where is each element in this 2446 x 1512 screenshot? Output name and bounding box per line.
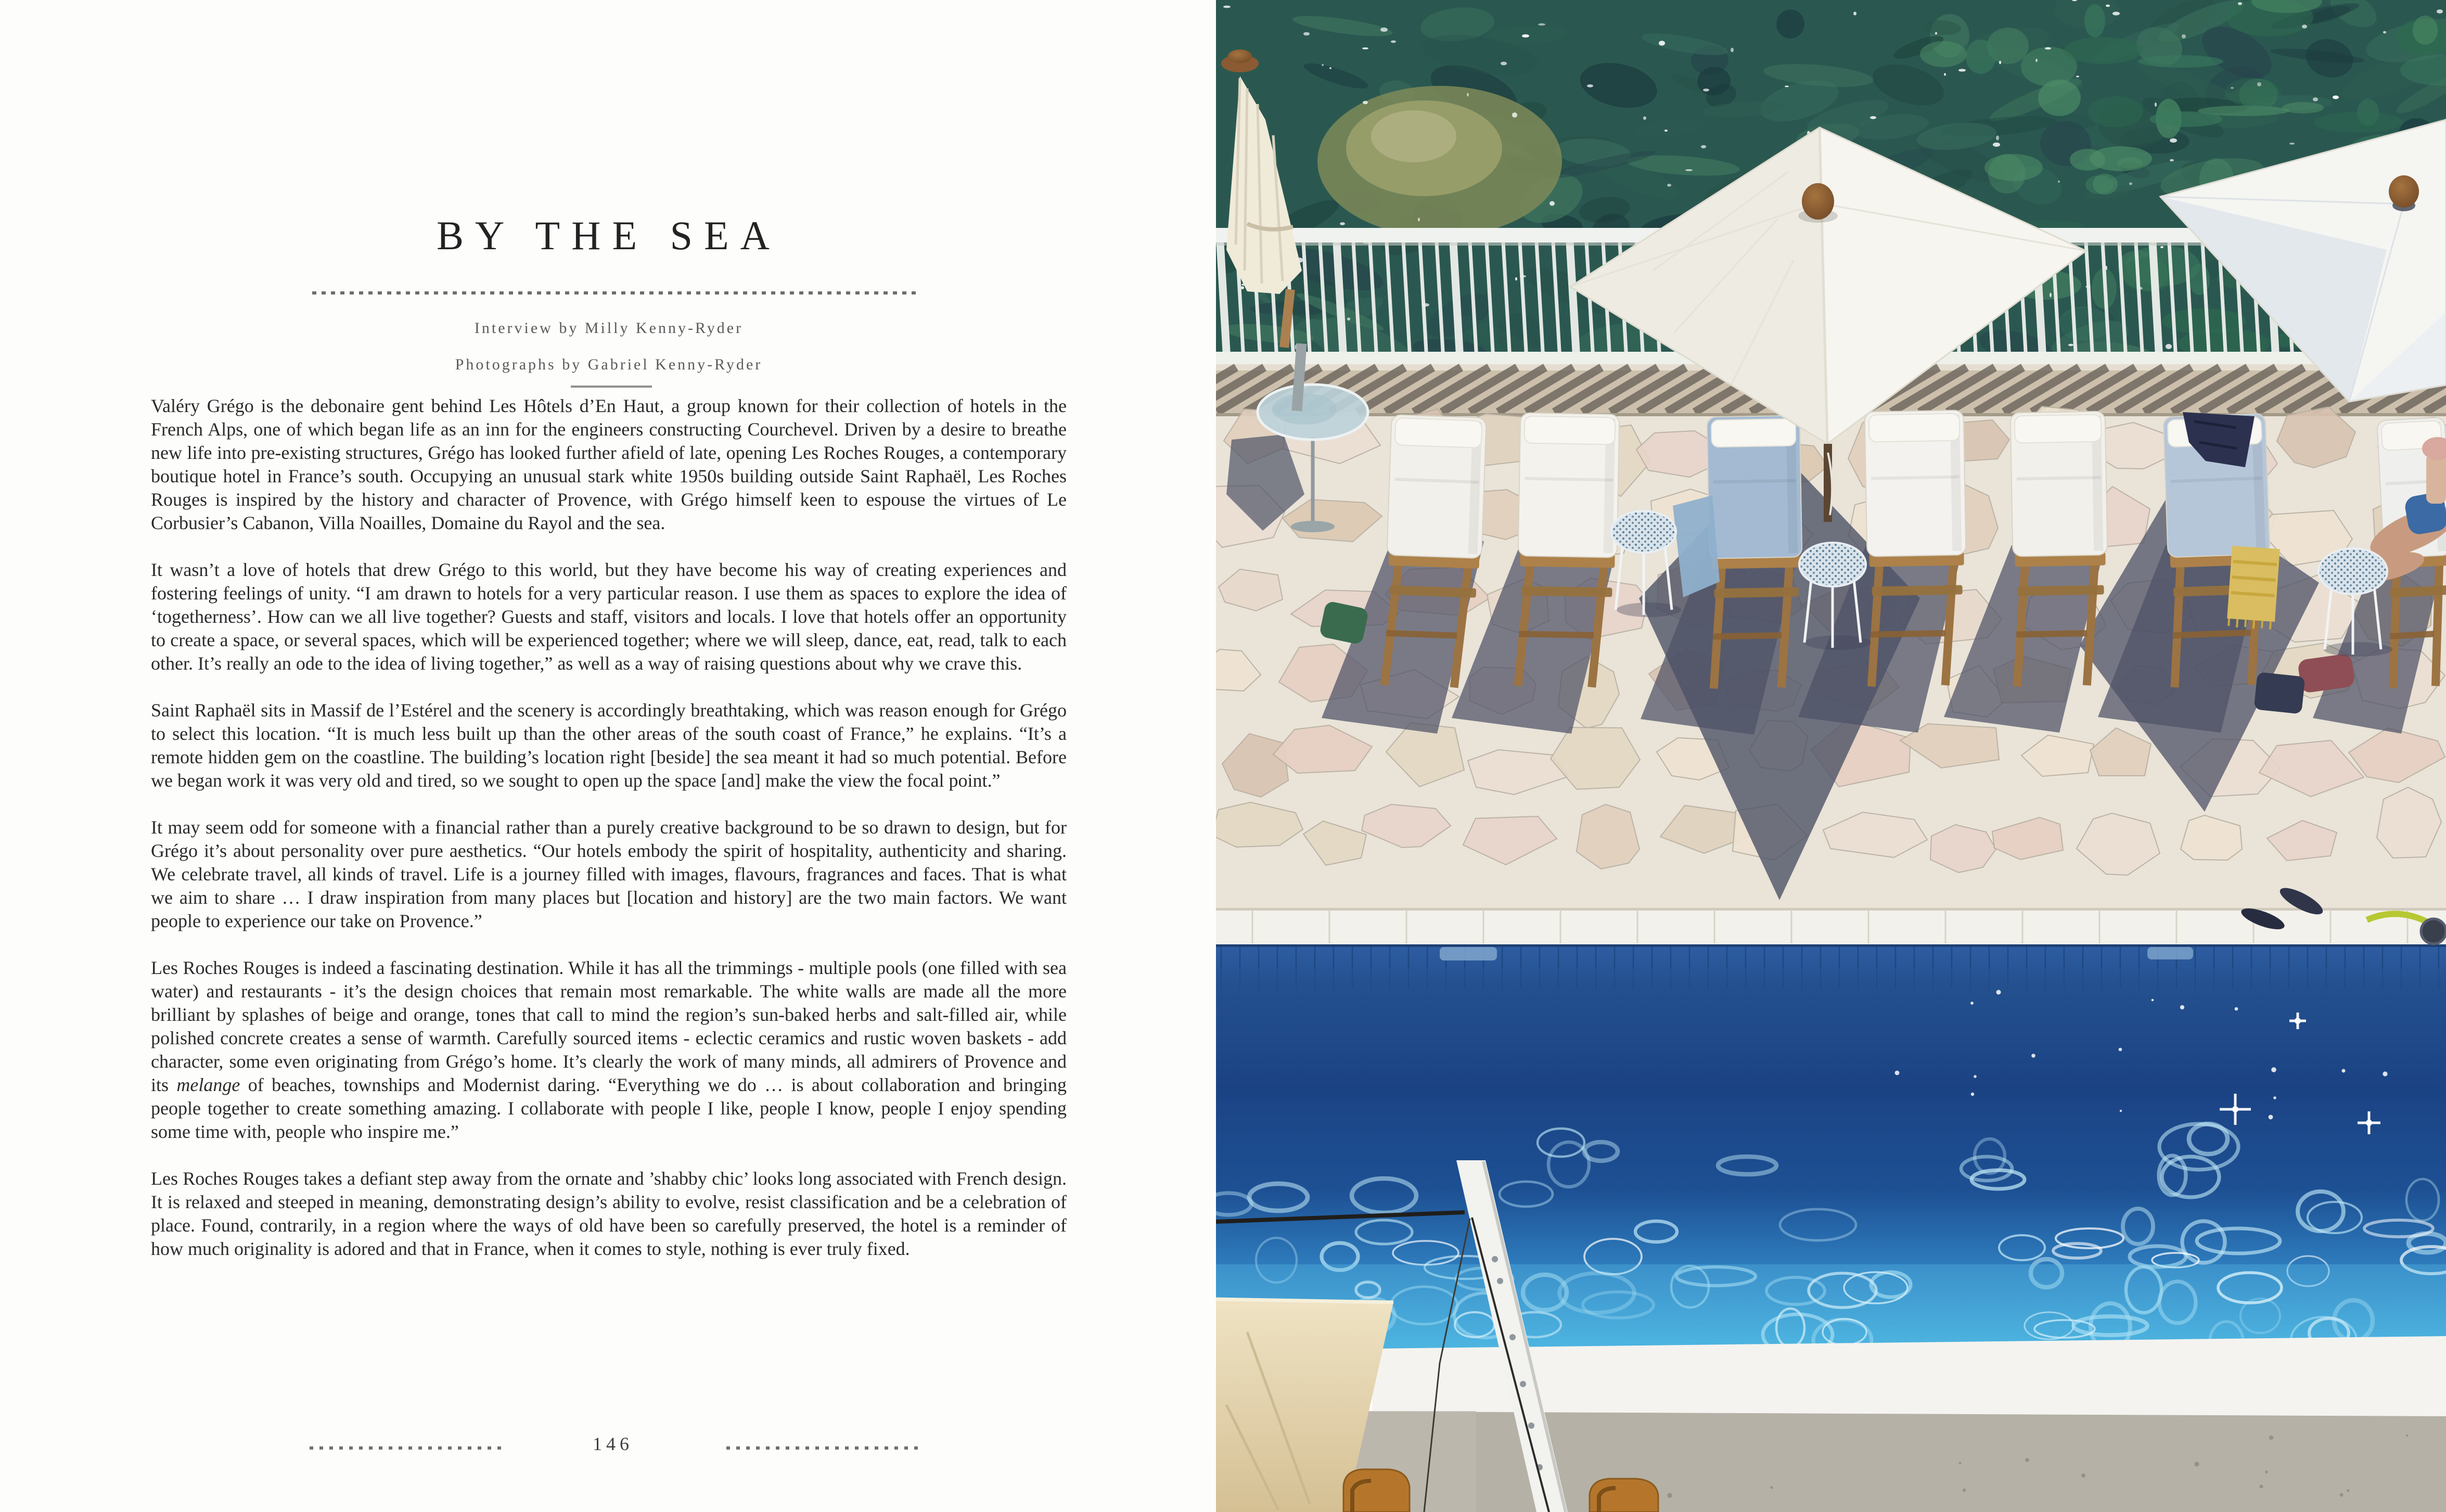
pool-skimmer bbox=[2147, 947, 2193, 959]
pool-skimmer bbox=[1440, 947, 1497, 960]
byline-photographs: Photographs by Gabriel Kenny-Ryder bbox=[455, 356, 763, 373]
byline-divider bbox=[571, 386, 652, 388]
footer-dash-right bbox=[726, 1446, 918, 1450]
lounger-pillow bbox=[2015, 415, 2102, 443]
body-paragraph: Les Roches Rouges is indeed a fascinating destination. While it has all the trimmings - multiple pools (one filled with sea water) and restaurants - it’s the design choices that remain most remarkable. The white walls are made all the more brilliant by splashes of beige and orange, tones that call to mind the region’s sun-baked herbs and salt-filled air, while polished concrete creates a sense of warmth. Carefully sourced items - eclectic ceramics and rustic woven baskets - add character, some even originating from Grégo’s home. It’s clearly the work of many minds, all admirers of Provence and its melange of beaches, townships and Modernist daring. “Everything we do … is about collaboration and bringing people together to create something amazing. I collaborate with people I like, people I know, people I enjoy spending some time with, people who inspire me.” bbox=[151, 957, 1067, 1142]
body-paragraph: It wasn’t a love of hotels that drew Grégo to this world, but they have become his way of creating experiences and fostering feelings of unity. “I am drawn to hotels for a very particular reason. I use them as spaces to explore the idea of ‘togetherness’. How can we all live together? Guests and staff, visitors and locals. I love that hotels offer an opportunity to create a space, or several spaces, which will be experienced together; where we will sleep, dance, eat, read, talk to each other. It’s really an ode to the idea of living together,” as well as a way of raising questions about why we crave this. bbox=[151, 559, 1067, 674]
body-paragraph: It may seem odd for someone with a financial rather than a purely creative background to be so drawn to design, but for Grégo it’s about personality over pure aesthetics. “Our hotels embody the spirit of hospitality, authenticity and sharing. We celebrate travel, all kinds of travel. Life is a journey filled with images, flavours, fragrances and faces. That is what we aim to share … I draw inspiration from many places but [location and history] are the two main factors. We want people to experience our take on Provence.” bbox=[151, 817, 1067, 931]
footer-dash-left bbox=[310, 1446, 501, 1450]
lounger-pillow bbox=[1869, 414, 1960, 442]
wood-finial bbox=[1802, 183, 1834, 220]
article-title: BY THE SEA bbox=[436, 213, 782, 258]
lounger-pillow bbox=[1524, 416, 1615, 445]
swimming-pool bbox=[1216, 908, 2446, 1363]
article-body bbox=[151, 394, 1067, 1284]
dive-mask bbox=[2421, 919, 2446, 944]
page-footer bbox=[0, 1433, 1216, 1471]
body-paragraph: Saint Raphaël sits in Massif de l’Estérel and the scenery is accordingly breathtaking, which was reason enough for Grégo to select this location. “It is much less built up than the other areas of the south coast of France,” he explains. “It’s a remote hidden gem on the coastline. The building’s location right [beside] the sea meant it had so much potential. Before we began work it was very old and tired, so we sought to open up the space [and] make the view the focal point.” bbox=[151, 700, 1067, 791]
article-page bbox=[0, 0, 1216, 1512]
photo-page bbox=[1216, 0, 2446, 1512]
title-divider bbox=[312, 291, 917, 294]
lounger-pillow bbox=[1395, 418, 1482, 448]
pool-deck-photograph bbox=[1216, 0, 2446, 1512]
body-paragraph: Les Roches Rouges takes a defiant step away from the ornate and ’shabby chic’ looks long associated with French design. It is relaxed and steeped in meaning, demonstrating design’s ability to evolve, resist classification and be a celebration of place. Found, contrarily, in a region where the ways of old have been so carefully preserved, the hotel is a reminder of how much originality is adored and that in France, when it comes to style, nothing is ever truly fixed. bbox=[151, 1168, 1067, 1259]
yellow-towel bbox=[2227, 546, 2280, 622]
italic-word: melange bbox=[176, 1074, 240, 1095]
body-paragraph: Valéry Grégo is the debonaire gent behind Les Hôtels d’En Haut, a group known for their collection of hotels in the French Alps, one of which began life as an inn for the engineers constructing Courchevel. Driven by a desire to breathe new life into pre-existing structures, Grégo has looked further afield of late, opening Les Roches Rouges, a contemporary boutique hotel in France’s south. Occupying an unusual stark white 1950s building outside Saint Raphaël, Les Roches Rouges is inspired by the history and character of Provence, with Grégo himself keen to espouse the virtues of Le Corbusier’s Cabanon, Villa Noailles, Domaine du Rayol and the sea. bbox=[151, 395, 1067, 533]
lounger-pillow bbox=[1711, 419, 1796, 447]
wood-finial bbox=[2389, 175, 2419, 208]
pool-near-edge bbox=[1289, 1336, 2446, 1512]
navy-bag bbox=[2253, 672, 2305, 714]
byline-interview: Interview by Milly Kenny-Ryder bbox=[474, 319, 744, 337]
page-number: 146 bbox=[593, 1433, 633, 1454]
